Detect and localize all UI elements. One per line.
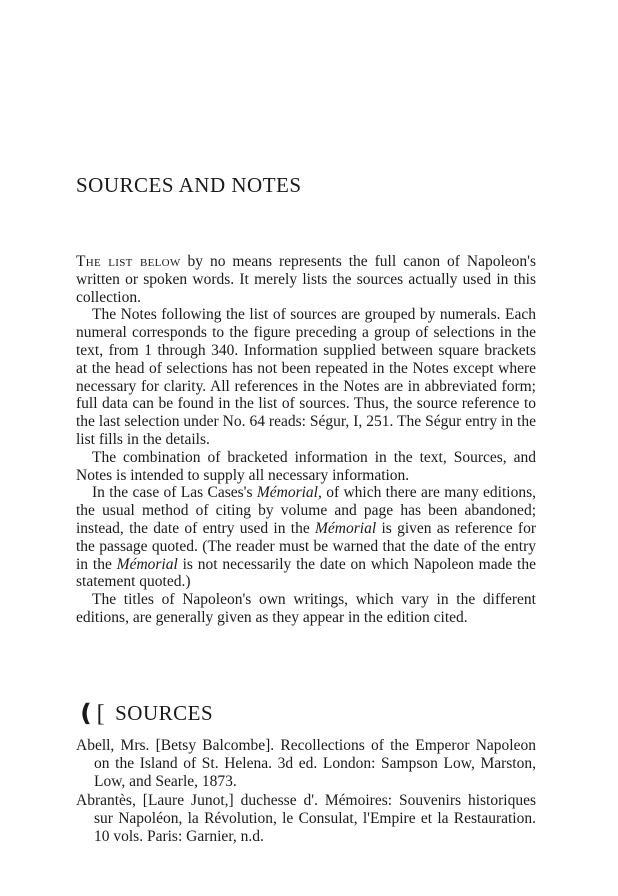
sources-heading-text: SOURCES: [115, 701, 214, 725]
intro-paragraph-5: The titles of Napoleon's own writings, which vary in the different editions, are generally given as they appear in the edition cited.: [76, 591, 536, 626]
source-entry: Abell, Mrs. [Betsy Balcombe]. Recollections of the Emperor Napoleon on the Island of St. Helena. 3d ed. London: Sampson Low, Marston, Low, and Searle, 1873.: [76, 737, 536, 790]
intro-paragraph-2: The Notes following the list of sources are grouped by numerals. Each numeral corresponds to the figure preceding a group of selections in the text, from 1 through 340. Information supplied between square brackets at the head of selections has not been repeated in the Notes except where necessary for clarity. All references in the Notes are in abbreviated form; full data can be found in the list of sources. Thus, the source reference to the last selection under No. 64 reads: Ségur, I, 251. The Ségur entry in the list fills in the details.: [76, 306, 536, 448]
intro-paragraph-4-text-c: of which there are many editions, the usual method of citing by volume and page has been abandoned; instead, the date of entry used in the: [76, 484, 536, 537]
source-list: [76, 737, 536, 848]
intro-paragraph-4: [76, 484, 536, 591]
source-entry: Abrantès, [Laure Junot,] duchesse d'. Mémoires: Souvenirs historiques sur Napoléon, la Révolution, le Consulat, l'Empire et la Restauration. 10 vols. Paris: Garnier, n.d.: [76, 792, 536, 845]
intro-paragraph-4-text-a: In the case of Las Cases's: [92, 484, 257, 502]
intro-paragraph-1-text: by no means represents the full canon of Napoleon's written or spoken words. It merely lists the sources actually used in this collection.: [76, 253, 536, 306]
intro-paragraph-4-text-e: is given as reference for the passage quoted. (The reader must be warned that the date of the entry in the: [76, 519, 536, 573]
intro-section: [76, 253, 536, 627]
lead-in-smallcaps: The list below: [76, 253, 181, 270]
intro-paragraph-4-text-g: is not necessarily the date on which Napoleon made the statement quoted.): [76, 555, 536, 591]
memorial-title-italic: Mémorial: [116, 555, 178, 573]
memorial-title-italic: Mémorial,: [256, 484, 322, 502]
section-marker-icon: ❪[: [76, 701, 106, 727]
sources-heading: [76, 699, 213, 728]
intro-paragraph-1: [76, 253, 536, 306]
memorial-title-italic: Mémorial: [315, 519, 377, 537]
page-title: SOURCES AND NOTES: [76, 173, 302, 197]
intro-paragraph-3: The combination of bracketed information in the text, Sources, and Notes is intended to supply all necessary information.: [76, 448, 536, 484]
